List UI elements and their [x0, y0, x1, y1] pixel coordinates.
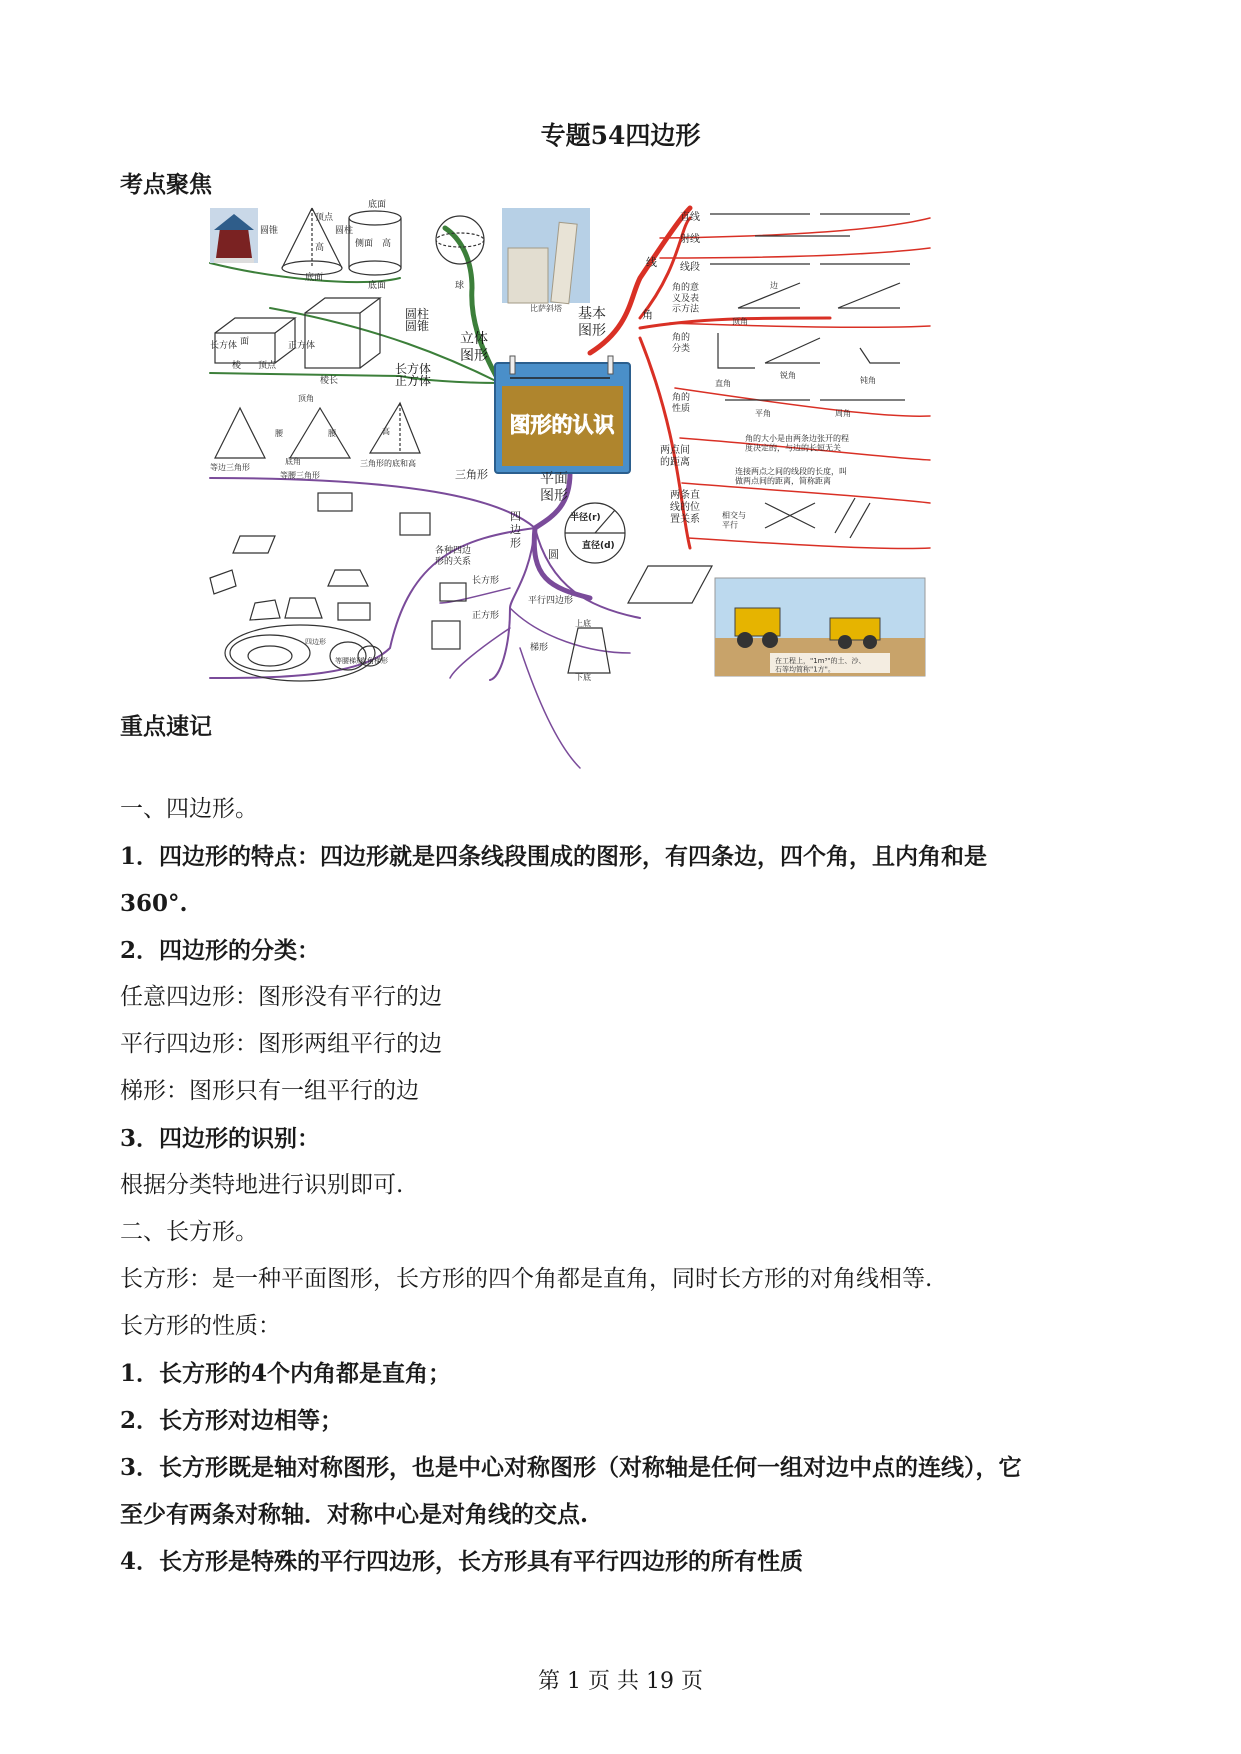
ball-label: 球 — [455, 281, 465, 291]
basic-branch-label: 基本图形 — [578, 306, 606, 339]
plane-branch-label: 平面图形 — [540, 471, 568, 504]
bottom-base-label: 下底 — [575, 673, 591, 682]
ray-label: 射线 — [680, 234, 700, 245]
text-line: 1．长方形的4个内角都是直角； — [120, 1360, 452, 1387]
parallelogram-label: 平行四边形 — [528, 596, 574, 606]
cube-label: 正方体 — [288, 341, 316, 351]
isosceles-label: 等腰三角形 — [280, 471, 320, 480]
cuboid-cube-node: 长方体正方体 — [395, 362, 432, 388]
right-angle-label: 直角 — [715, 379, 731, 388]
iso-trap-label: 等腰梯形 — [335, 657, 363, 665]
straight-line-label: 直线 — [680, 212, 700, 223]
cyl-height-label: 高 — [382, 239, 392, 249]
equilateral-label: 等边三角形 — [210, 463, 250, 472]
pisa-photo — [502, 208, 590, 313]
apex-label: 顶点 — [315, 213, 334, 223]
branch-cuboid — [210, 373, 500, 383]
text-line: 360°. — [120, 890, 188, 917]
diameter-label: 直径(d) — [582, 541, 615, 551]
vertex-label: 顶点 — [258, 361, 277, 371]
line-group-label: 线 — [646, 256, 657, 269]
text-line: 3．长方形既是轴对称图形，也是中心对称图形（对称轴是任何一组对边中点的连线），它 — [120, 1454, 1022, 1481]
text-line: 根据分类特地进行识别即可. — [120, 1172, 404, 1198]
segment-label: 线段 — [680, 262, 700, 273]
solid-branch-label: 立体图形 — [460, 331, 488, 364]
trapezoid-label: 梯形 — [530, 643, 549, 653]
top-base-label: 上底 — [575, 619, 591, 628]
cyl-bottom-label: 底面 — [368, 281, 387, 291]
cyl-top-label: 底面 — [368, 200, 387, 210]
page-title: 专题54四边形 — [540, 121, 701, 150]
waist-right-label: 腰 — [328, 429, 336, 438]
circle-node: 圆 — [548, 548, 559, 561]
quad-word-label: 四边形 — [305, 638, 326, 646]
angle-group-label: 角 — [642, 308, 653, 321]
base-angle-label: 底角 — [285, 457, 301, 466]
text-line: 一、四边形。 — [120, 796, 258, 822]
angle-class-label: 角的分类 — [672, 333, 691, 354]
text-line: 任意四边形：图形没有平行的边 — [120, 984, 442, 1010]
center-title: 图形的认识 — [509, 413, 615, 437]
obtuse-angle-label: 钝角 — [860, 376, 876, 385]
center-board — [495, 356, 630, 473]
cone-height-label: 高 — [315, 243, 325, 253]
mind-map-figure — [210, 200, 1040, 780]
quad-relation-label: 各种四边形的关系 — [435, 546, 472, 567]
rect-label: 长方形 — [472, 576, 500, 586]
square-label: 正方形 — [472, 611, 500, 621]
round-angle-label: 周角 — [835, 409, 851, 418]
edge-label: 棱 — [232, 361, 242, 371]
text-line: 4．长方形是特殊的平行四边形，长方形具有平行四边形的所有性质 — [120, 1548, 804, 1575]
distance-note: 连接两点之间的线段的长度，叫做两点间的距离，简称距离 — [735, 467, 847, 486]
quad-node: 四边形 — [510, 510, 521, 550]
angle-meaning-label: 角的意义及表示方法 — [672, 283, 700, 315]
tri-base-height-label: 三角形的底和高 — [360, 459, 416, 468]
intersect-parallel-label: 相交与平行 — [722, 511, 746, 530]
straight-angle-label: 平角 — [755, 409, 771, 418]
apex-angle-label: 顶角 — [298, 394, 314, 403]
edge-length-label: 棱长 — [320, 376, 339, 386]
text-line: 2．长方形对边相等； — [120, 1407, 344, 1434]
section-notes-heading: 重点速记 — [120, 713, 212, 740]
notes-body — [120, 786, 1130, 1585]
text-line: 至少有两条对称轴．对称中心是对角线的交点. — [120, 1501, 589, 1528]
text-line: 2．四边形的分类： — [120, 937, 321, 964]
text-line: 长方形的性质： — [120, 1313, 281, 1339]
cone-bottom-label: 底面 — [305, 273, 324, 283]
tri-height-label: 高 — [382, 427, 390, 436]
waist-left-label: 腰 — [275, 429, 283, 438]
radius-label: 半径(r) — [570, 513, 601, 523]
triangle-node: 三角形 — [455, 468, 488, 481]
pisa-caption: 比萨斜塔 — [530, 304, 562, 313]
position-label: 两条直线的位置关系 — [670, 490, 700, 525]
digger-photo — [715, 578, 925, 676]
text-line: 平行四边形：图形两组平行的边 — [120, 1031, 442, 1057]
text-line: 长方形：是一种平面图形，长方形的四个角都是直角，同时长方形的对角线相等. — [120, 1266, 933, 1292]
cone-side-label: 圆锥 — [260, 226, 279, 236]
digger-caption: 在工程上，"1m³"的土、沙、石等均简称"1方"。 — [775, 657, 866, 674]
cyl-side-name: 圆柱 — [335, 226, 354, 236]
angle-prop-label: 角的性质 — [672, 393, 691, 414]
plane-drawings — [210, 403, 712, 681]
text-line: 1．四边形的特点：四边形就是四条线段围成的图形，有四条边，四个角，且内角和是 — [120, 843, 988, 870]
cuboid-label: 长方体 — [210, 341, 238, 351]
page-footer: 第 1 页 共 19 页 — [538, 1669, 703, 1694]
distance-label: 两点间的距离 — [660, 445, 690, 468]
cyl-side-label: 侧面 — [355, 239, 374, 249]
section-focus-heading: 考点聚焦 — [120, 171, 212, 198]
text-line: 梯形：图形只有一组平行的边 — [120, 1078, 419, 1104]
text-line: 3．四边形的识别： — [120, 1125, 321, 1152]
basic-drawings — [710, 214, 910, 538]
angle-note: 角的大小是由两条边张开的程度决定的，与边的长短无关 — [745, 434, 849, 453]
face-label: 面 — [240, 337, 250, 347]
side-label: 边 — [770, 281, 778, 290]
right-trap-label: 直角梯形 — [360, 657, 388, 665]
text-line: 二、长方形。 — [120, 1219, 258, 1245]
acute-angle-label: 锐角 — [780, 371, 796, 380]
vertex-angle-label: 顶角 — [732, 317, 748, 326]
temple-photo — [210, 208, 258, 263]
cyl-cone-node: 圆柱圆锥 — [405, 307, 430, 333]
